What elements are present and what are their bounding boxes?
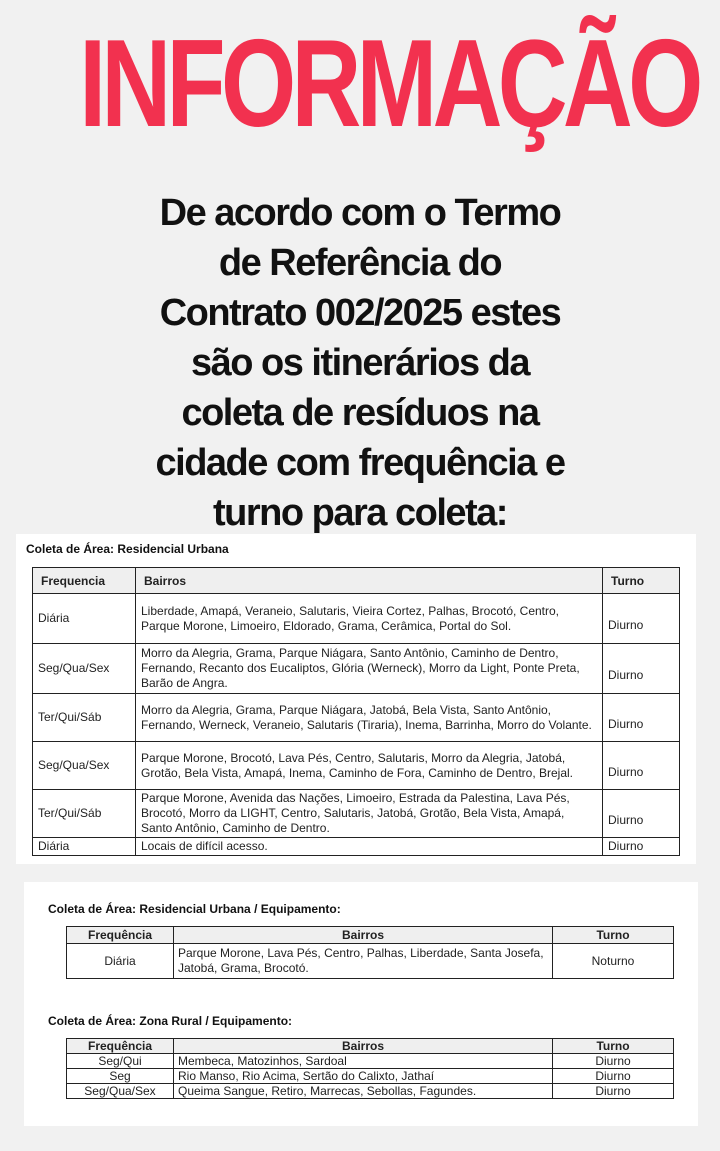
section-title: Coleta de Área: Residencial Urbana / Equipamento: [48,902,341,916]
cell-bairros: Queima Sangue, Retiro, Marrecas, Sebollas, Fagundes. [174,1084,553,1099]
table-row [33,644,680,694]
cell-bairros: Liberdade, Amapá, Veraneio, Salutaris, Vieira Cortez, Palhas, Brocotó, Centro, Parque Morone, Limoeiro, Eldorado, Grama, Cerâmica, Portal do Sol. [136,594,603,644]
header-turno: Turno [553,927,674,944]
table-row [67,944,674,979]
header-turno: Turno [603,568,680,594]
residencial-urbana-table [32,567,680,856]
cell-turno: Diurno [603,790,680,838]
cell-bairros: Parque Morone, Avenida das Nações, Limoeiro, Estrada da Palestina, Lava Pés, Brocotó, Morro da LIGHT, Centro, Salutaris, Jatobá, Grotão, Bela Vista, Amapá, Santo Antônio, Caminho de Dentro. [136,790,603,838]
cell-turno: Diurno [553,1084,674,1099]
zona-rural-table [66,1038,674,1099]
table-row [33,790,680,838]
intro-text: De acordo com o Termo de Referência do Contrato 002/2025 estes são os itinerários da coleta de resíduos na cidade com frequência e turno para coleta: [155,192,565,534]
cell-frequencia: Seg/Qua/Sex [33,742,136,790]
cell-bairros: Locais de difícil acesso. [136,838,603,856]
cell-bairros: Rio Manso, Rio Acima, Sertão do Calixto, Jathaí [174,1069,553,1084]
table-header-row [33,568,680,594]
cell-frequencia: Diária [67,944,174,979]
residencial-equipamento-table [66,926,674,979]
equipamento-section [24,882,698,1126]
cell-frequencia: Seg/Qua/Sex [33,644,136,694]
table-row [67,1084,674,1099]
cell-frequencia: Diária [33,838,136,856]
header-turno: Turno [553,1039,674,1054]
header-frequencia: Frequência [67,1039,174,1054]
table-row [33,594,680,644]
cell-turno: Noturno [553,944,674,979]
cell-frequencia: Seg/Qua/Sex [67,1084,174,1099]
section-title: Coleta de Área: Residencial Urbana [26,542,229,556]
cell-turno: Diurno [603,644,680,694]
cell-turno: Diurno [603,742,680,790]
table-row [67,1054,674,1069]
residencial-urbana-section [16,534,696,864]
cell-turno: Diurno [603,594,680,644]
table-header-row [67,927,674,944]
table-header-row [67,1039,674,1054]
section-title: Coleta de Área: Zona Rural / Equipamento: [48,1014,293,1028]
cell-turno: Diurno [603,694,680,742]
cell-frequencia: Seg/Qui [67,1054,174,1069]
header-bairros: Bairros [136,568,603,594]
header-frequencia: Frequência [67,927,174,944]
cell-bairros: Parque Morone, Brocotó, Lava Pés, Centro, Salutaris, Morro da Alegria, Jatobá, Grotão, Bela Vista, Amapá, Inema, Caminho de Fora, Caminho de Dentro, Brejal. [136,742,603,790]
cell-bairros: Morro da Alegria, Grama, Parque Niágara, Jatobá, Bela Vista, Santo Antônio, Fernando, Werneck, Veraneio, Salutaris (Tiraria), Inema, Barrinha, Morro do Volante. [136,694,603,742]
table-row [33,838,680,856]
header-frequencia: Frequencia [33,568,136,594]
cell-turno: Diurno [553,1054,674,1069]
header-bairros: Bairros [174,1039,553,1054]
cell-turno: Diurno [603,838,680,856]
cell-bairros: Membeca, Matozinhos, Sardoal [174,1054,553,1069]
table-row [67,1069,674,1084]
table-row [33,694,680,742]
table-row [33,742,680,790]
cell-bairros: Morro da Alegria, Grama, Parque Niágara, Santo Antônio, Caminho de Dentro, Fernando, Recanto dos Eucaliptos, Glória (Werneck), Morro da Light, Ponte Preta, Barão de Angra. [136,644,603,694]
cell-frequencia: Ter/Qui/Sáb [33,790,136,838]
cell-frequencia: Diária [33,594,136,644]
cell-turno: Diurno [553,1069,674,1084]
cell-bairros: Parque Morone, Lava Pés, Centro, Palhas, Liberdade, Santa Josefa, Jatobá, Grama, Brocotó. [174,944,553,979]
headline: INFORMAÇÃO [79,15,699,153]
cell-frequencia: Seg [67,1069,174,1084]
cell-frequencia: Ter/Qui/Sáb [33,694,136,742]
header-bairros: Bairros [174,927,553,944]
